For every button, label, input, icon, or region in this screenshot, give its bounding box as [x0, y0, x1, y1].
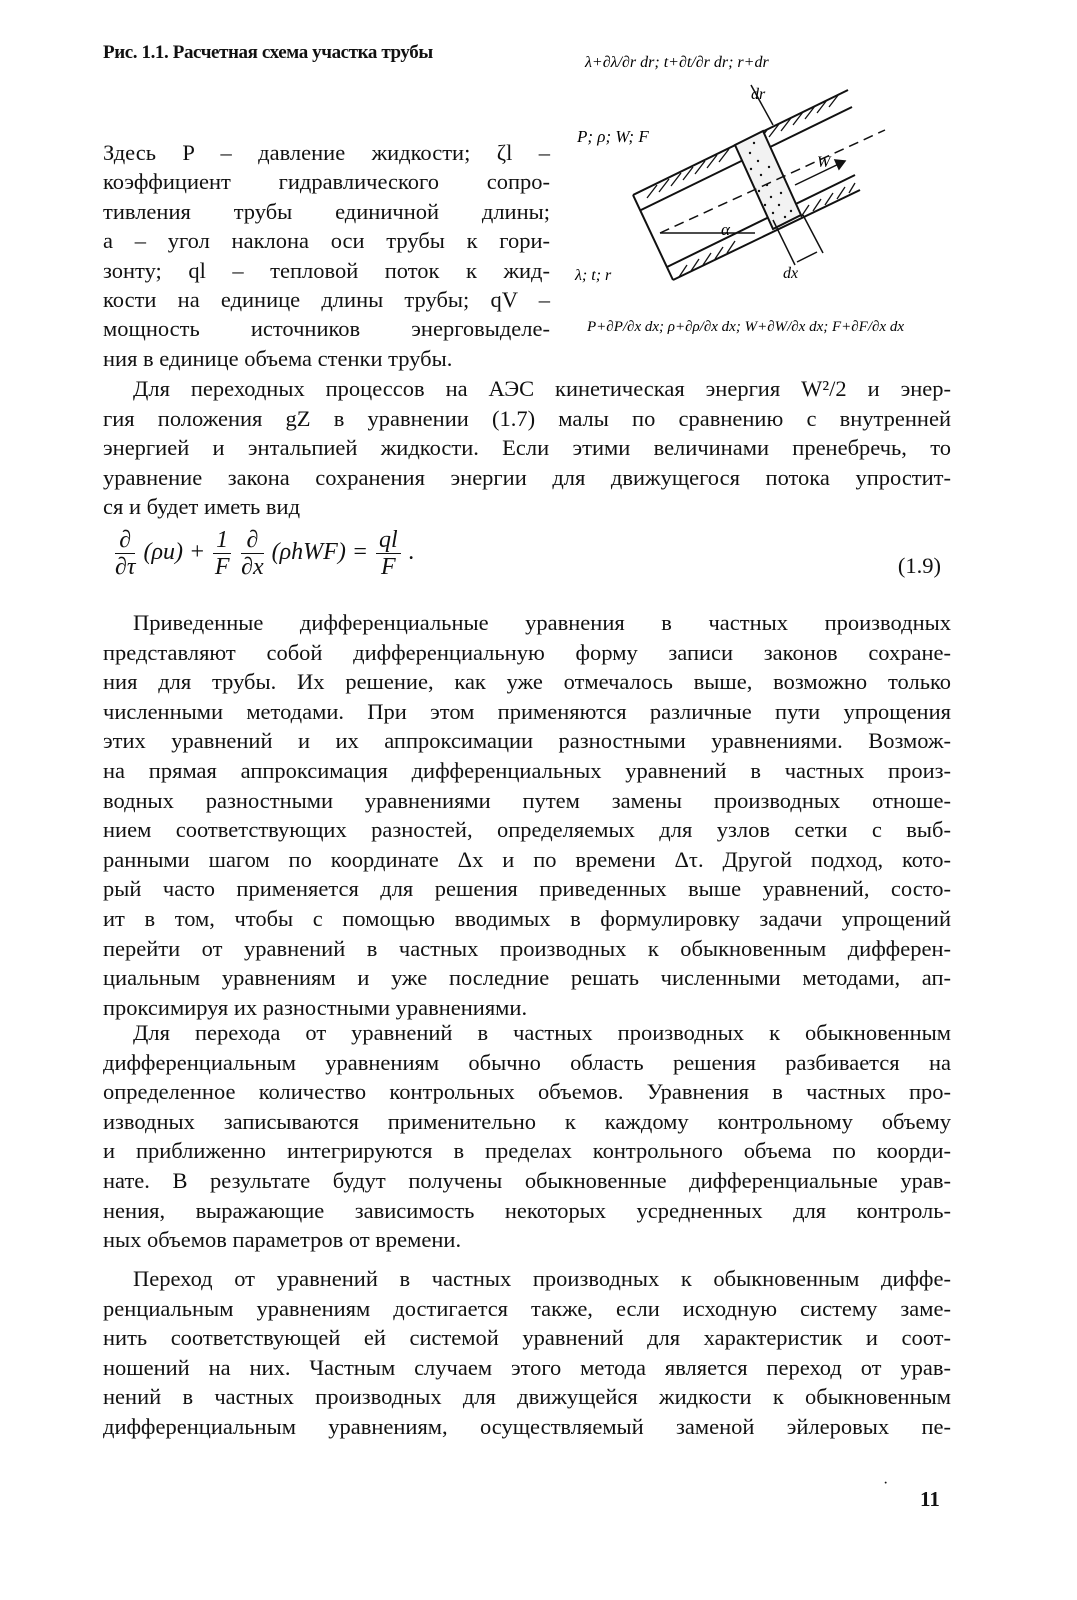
equation-number: (1.9)	[897, 553, 941, 578]
equation-1-9	[103, 527, 951, 599]
text-line: мощность источников энерговыделе-	[103, 316, 550, 342]
text-line: ранными шагом по координате Δx и по времени Δτ. Другой подход, кото-	[103, 846, 951, 872]
text-line: ся и будет иметь вид	[103, 494, 301, 520]
fraction	[115, 527, 135, 580]
text-line: уравнение закона сохранения энергии для движущегося потока упростит-	[103, 464, 951, 490]
text-line: на прямая аппроксимация дифференциальных уравнений в частных произ-	[103, 757, 951, 783]
equation-formula	[113, 527, 415, 580]
text-line: представляют собой дифференциальную форму записи законов сохране-	[103, 639, 951, 665]
text-line: Здесь P – давление жидкости; ζl –	[103, 140, 550, 165]
paragraph-1	[103, 374, 951, 522]
text-line: нений в частных производных для движущейся жидкости к обыкновенным	[103, 1384, 951, 1410]
label-bottom: P+∂P/∂x dx; ρ+∂ρ/∂x dx; W+∂W/∂x dx; F+∂F/∂x dx	[587, 319, 904, 335]
text-line: ных объемов параметров от времени.	[103, 1227, 462, 1253]
label-bottom-left: λ; t; r	[575, 267, 612, 284]
text-line: энергией и энтальпией жидкости. Если этими величинами пренебречь, то	[103, 435, 951, 461]
page-number: 11	[920, 1487, 940, 1511]
text-line: изводных записываются применительно к каждому контрольному объему	[103, 1108, 951, 1134]
text-line: проксимируя их разностными уравнениями.	[103, 994, 528, 1020]
label-top: λ+∂λ/∂r dr; t+∂t/∂r dr; r+dr	[585, 54, 769, 71]
text-line: ния для трубы. Их решение, как уже отмечалось выше, возможно только	[103, 669, 951, 695]
text-line: перейти от уравнений в частных производных к обыкновенным дифферен-	[103, 935, 951, 961]
text-line: гия положения gZ в уравнении (1.7) малы по сравнению с внутренней	[103, 405, 951, 431]
paragraph-4	[103, 1264, 951, 1442]
side-paragraph	[103, 138, 550, 373]
numerator: 1	[213, 527, 231, 554]
text-line: и приближенно интегрируются в пределах контрольного объема по коорди-	[103, 1138, 951, 1164]
text-line: рый часто применяется для решения приведенных выше уравнений, состо-	[103, 876, 951, 902]
figure-caption: Рис. 1.1. Расчетная схема участка трубы	[103, 42, 433, 63]
term: (ρhWF) =	[271, 539, 369, 566]
denominator: F	[214, 554, 230, 580]
denominator: F	[381, 554, 396, 580]
label-inlet: P; ρ; W; F	[577, 127, 649, 146]
text-line: нения, выражающие зависимость некоторых усредненных для контроль-	[103, 1197, 951, 1223]
label-w: W	[817, 154, 831, 171]
control-volume	[735, 131, 801, 229]
text-line: тивления трубы единичной длины;	[103, 198, 550, 224]
text-line: Для перехода от уравнений в частных производных к обыкновенным	[133, 1020, 951, 1045]
pipe-section-diagram	[555, 35, 965, 370]
text-line: дифференциальным уравнениям, осуществляемый заменой эйлеровых пе-	[103, 1413, 951, 1439]
paragraph-3	[103, 1018, 951, 1255]
denominator: ∂x	[241, 554, 264, 580]
text-line: ношений на них. Частным случаем этого метода является переход от урав-	[103, 1354, 951, 1380]
label-dx: dx	[783, 265, 799, 282]
fraction	[213, 527, 231, 580]
text-line: Переход от уравнений в частных производных к обыкновенным диффе-	[133, 1266, 951, 1291]
label-alpha: α	[721, 220, 730, 239]
term: (ρu) +	[143, 539, 206, 566]
denominator: ∂τ	[115, 554, 136, 580]
text-line: численными методами. При этом применяются различные пути упрощения	[103, 698, 951, 724]
numerator: ql	[376, 527, 401, 554]
text-line: водных разностными уравнениями путем замены производных отноше-	[103, 787, 951, 813]
fraction	[376, 527, 401, 580]
pipe-walls	[633, 90, 860, 280]
text-line: нате. В результате будут получены обыкновенные дифференциальные урав-	[103, 1167, 951, 1193]
text-line: зонту; ql – тепловой поток к жид-	[103, 257, 550, 283]
label-dr: dr	[751, 86, 766, 103]
text-line: нием соответствующих разностей, определяемых для узлов сетки с выб-	[103, 817, 951, 843]
text-line: определенное количество контрольных объемов. Уравнения в частных про-	[103, 1079, 951, 1105]
text-line: этих уравнений и их аппроксимации разностными уравнениями. Возмож-	[103, 728, 951, 754]
text-line: кости на единице длины трубы; qV –	[103, 287, 550, 313]
numerator: ∂	[115, 527, 135, 554]
equation-end: .	[408, 539, 415, 566]
text-line: коэффициент гидравлического сопро-	[103, 169, 550, 195]
text-line: Для переходных процессов на АЭС кинетическая энергия W²/2 и энер-	[133, 376, 951, 401]
text-line: ит в том, чтобы с помощью вводимых в формулировку задачи упрощений	[103, 905, 951, 931]
fraction	[241, 527, 264, 580]
margin-dot: ·	[883, 1475, 889, 1492]
text-line: циальным уравнениям и уже последние решать численными методами, ап-	[103, 965, 951, 991]
text-line: a – угол наклона оси трубы к гори-	[103, 228, 550, 254]
paragraph-2	[103, 608, 951, 1022]
text-line: нить соответствующей ей системой уравнений для характеристик и соот-	[103, 1325, 951, 1351]
text-line: Приведенные дифференциальные уравнения в частных производных	[133, 610, 951, 635]
text-line: ренциальным уравнениям достигается также, если исходную систему заме-	[103, 1295, 951, 1321]
numerator: ∂	[241, 527, 264, 554]
text-line: дифференциальным уравнениям обычно область решения разбивается на	[103, 1049, 951, 1075]
text-line: ния в единице объема стенки трубы.	[103, 345, 453, 371]
